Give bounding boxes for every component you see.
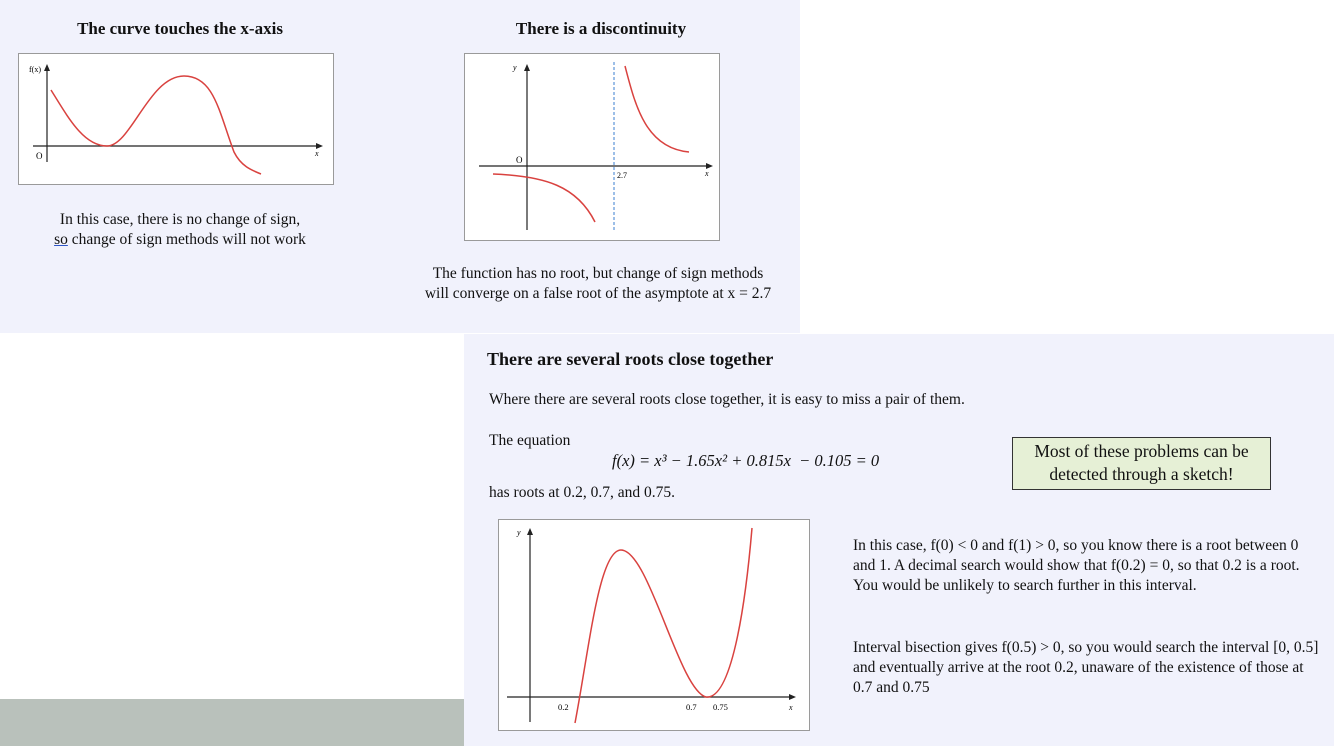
left-graph-curve <box>51 76 261 174</box>
left-graph-origin: O <box>36 151 43 161</box>
mid-graph-right-branch <box>625 66 689 152</box>
mid-graph <box>464 53 720 241</box>
bottom-graph-xlabel: x <box>789 703 793 712</box>
mid-title: There is a discontinuity <box>515 19 687 38</box>
sketch-note-box: Most of these problems can be detected through a sketch! <box>1012 437 1271 490</box>
bottom-graph-ylabel: y <box>517 528 521 537</box>
bottom-graph-tick-0.75: 0.75 <box>713 702 728 712</box>
left-title: The curve touches the x-axis <box>77 19 283 38</box>
bottom-graph-curve <box>575 528 752 723</box>
left-caption-line1: In this case, there is no change of sign, <box>59 211 301 228</box>
bottom-graph-tick-0.2: 0.2 <box>558 702 569 712</box>
left-graph-ylabel: f(x) <box>29 65 41 74</box>
mid-caption <box>390 264 806 304</box>
left-graph-xlabel: x <box>315 149 319 158</box>
left-caption <box>20 210 340 250</box>
left-graph <box>18 53 334 185</box>
bottom-intro: Where there are several roots close together, it is easy to miss a pair of them. <box>489 391 965 408</box>
mid-caption-line2: will converge on a false root of the asymptote at x = 2.7 <box>424 285 772 302</box>
mid-graph-left-branch <box>493 174 595 222</box>
mid-caption-line1: The function has no root, but change of sign methods <box>432 265 764 282</box>
equation: f(x) = x³ − 1.65x² + 0.815x − 0.105 = 0 <box>612 451 880 470</box>
mid-graph-origin: O <box>516 155 523 165</box>
mid-graph-xlabel: x <box>705 169 709 178</box>
roots-text: has roots at 0.2, 0.7, and 0.75. <box>489 484 675 501</box>
left-caption-underlined-word: so <box>54 231 68 248</box>
bottom-graph <box>498 519 810 731</box>
explanation-para-1: In this case, f(0) < 0 and f(1) > 0, so you know there is a root between 0 and 1. A decimal search would show that f(0.2) = 0, so that 0.2 is a root. You would be unlikely to search further in this interval. <box>853 537 1300 594</box>
mid-graph-asymptote-label: 2.7 <box>617 171 627 180</box>
left-caption-line2 <box>20 230 340 250</box>
background-image-strip <box>0 699 464 746</box>
equation-label: The equation <box>489 432 571 449</box>
bottom-title: There are several roots close together <box>487 349 774 369</box>
explanation-para-2: Interval bisection gives f(0.5) > 0, so you would search the interval [0, 0.5] and eventually arrive at the root 0.2, unaware of the existence of those at 0.7 and 0.75 <box>853 639 1319 696</box>
mid-graph-ylabel: y <box>513 63 517 72</box>
bottom-graph-tick-0.7: 0.7 <box>686 702 697 712</box>
left-caption-line2-rest: change of sign methods will not work <box>67 231 306 248</box>
